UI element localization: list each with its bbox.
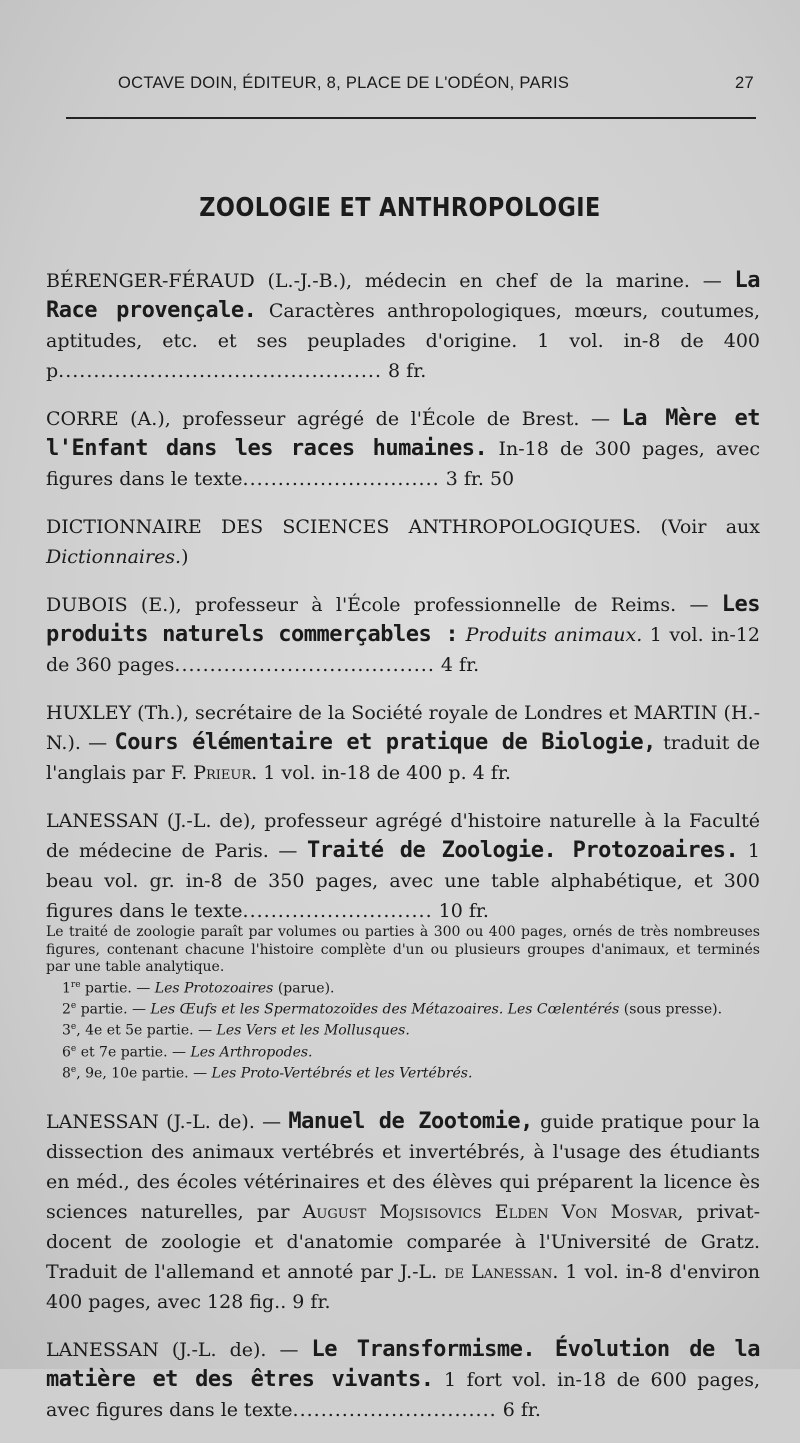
entry-huxley xyxy=(46,698,760,788)
entry-dubois xyxy=(46,590,760,680)
leader-dots: ............................. xyxy=(292,1399,497,1422)
running-header xyxy=(118,74,754,93)
note-part: 2e partie. — Les Œufs et les Spermatozoïdes des Métazoaires. Les Cœlentérés (sous presse). xyxy=(62,1001,723,1018)
entry-author: LANESSAN (J.-L. de). — xyxy=(46,1111,289,1134)
entry-desc: 1 beau vol. gr. in-8 de 350 pages, avec une table alphabétique, et 300 figures dans le texte xyxy=(46,840,760,922)
entry-title: Cours élémentaire et pratique de Biologie, xyxy=(114,730,656,755)
entry-author: HUXLEY (Th.), secrétaire de la Société royale de Londres et MARTIN (H.-N.). — xyxy=(46,702,760,754)
page-number: 27 xyxy=(735,74,754,92)
entry-desc: In-18 de 300 pages, avec figures dans le texte xyxy=(46,438,761,490)
entries-list xyxy=(46,266,760,1443)
entry-desc-end: . 1 vol. in-8 d'environ 400 pages, avec 128 fig.. xyxy=(46,1261,760,1314)
series-notes xyxy=(46,924,760,1083)
entry-title: Le Transformisme. Évolution de la matière et des êtres vivants. xyxy=(46,1337,760,1393)
entry-price: 4 fr. xyxy=(472,762,511,784)
publisher-line: OCTAVE DOIN, ÉDITEUR, 8, PLACE DE L'ODÉON, PARIS xyxy=(118,74,570,92)
note-part: 8e, 9e, 10e partie. — Les Proto-Vertébrés et les Vertébrés. xyxy=(62,1064,473,1082)
note-part: 1re partie. — Les Protozoaires (parue). xyxy=(62,979,335,997)
entry-desc: 1 fort vol. in-18 de 600 pages, avec figures dans le texte xyxy=(46,1369,760,1422)
entry-title: Traité de Zoologie. Protozoaires. xyxy=(306,838,739,863)
entry-author: BÉRENGER-FÉRAUD (L.-J.-B.), médecin en chef de la marine. — xyxy=(46,270,735,292)
note-part: 3e, 4e et 5e partie. — Les Vers et les Mollusques. xyxy=(62,1022,410,1039)
entry-desc-end: . 1 vol. in-18 de 400 p. xyxy=(251,762,467,784)
entry-desc: 1 vol. in-12 de 360 pages xyxy=(46,624,761,676)
entry-price: 9 fr. xyxy=(292,1291,331,1314)
entry-author: LANESSAN (J.-L. de), professeur agrégé d'histoire naturelle à la Faculté de médecine de Paris. — xyxy=(46,810,760,862)
entry-desc: Caractères anthropologiques, mœurs, coutumes, aptitudes, etc. et ses peuplades d'origine. 1 vol. in-8 de 400 p xyxy=(46,300,761,382)
entry-lanessan-traite xyxy=(46,806,760,926)
entry-annotator: de Lanessan xyxy=(444,1261,553,1284)
entry-desc-mid: , privat-docent de zoologie et d'anatomie comparée à l'Université de Gratz. Traduit de l'allemand et annoté par J.-L. xyxy=(46,1201,760,1284)
leader-dots: ............................ xyxy=(242,468,440,490)
entry-title: La Mère et l'Enfant dans les races humaines. xyxy=(46,406,760,461)
entry-dictionnaire xyxy=(46,512,760,572)
entry-price: 8 fr. xyxy=(388,360,427,382)
entry-title: Les produits naturels commerçables : xyxy=(46,592,760,647)
entry-italic: Dictionnaires. xyxy=(46,546,182,568)
entry-title: La Race provençale. xyxy=(46,268,760,323)
leader-dots: ........................... xyxy=(242,900,433,922)
entry-desc: guide pratique pour la dissection des animaux vertébrés et invertébrés, à l'usage des étudiants en méd., des écoles vétérinaires et des élèves qui préparent la licence ès sciences naturelles, par xyxy=(46,1111,760,1224)
entry-corre xyxy=(46,404,760,494)
entry-lanessan-zootomie xyxy=(46,1107,760,1317)
entry-translator: Prieur xyxy=(193,762,252,784)
entry-lanessan-transformisme xyxy=(46,1335,760,1425)
entry-subtitle: Produits animaux. xyxy=(458,624,643,646)
entry-author: CORRE (A.), professeur agrégé de l'École de Brest. — xyxy=(46,408,622,430)
entry-price: 10 fr. xyxy=(438,900,489,922)
entry-text: DICTIONNAIRE DES SCIENCES ANTHROPOLOGIQUES. (Voir aux xyxy=(46,516,760,538)
leader-dots: ..................................... xyxy=(174,654,435,676)
entry-desc: traduit de l'anglais par F. xyxy=(46,732,761,784)
entry-price: 4 fr. xyxy=(440,654,480,676)
section-title: ZOOLOGIE ET ANTHROPOLOGIE xyxy=(199,193,601,223)
notes-intro: Le traité de zoologie paraît par volumes ou parties à 300 ou 400 pages, ornés de très nombreuses figures, contenant chacune l'histoire complète d'un ou plusieurs groupes d'animaux, et terminés par une table analytique. xyxy=(46,924,760,976)
entry-berenger xyxy=(46,266,760,386)
leader-dots: .............................................. xyxy=(58,360,382,382)
entry-author: DUBOIS (E.), professeur à l'École professionnelle de Reims. — xyxy=(46,594,722,616)
entry-price: 6 fr. xyxy=(502,1399,541,1422)
entry-translator: August Mojsisovics Elden Von Mosvar xyxy=(302,1201,678,1224)
entry-author: LANESSAN (J.-L. de). — xyxy=(46,1339,312,1362)
entry-price: 3 fr. 50 xyxy=(445,468,515,490)
note-part: 6e et 7e partie. — Les Arthropodes. xyxy=(62,1043,313,1061)
header-rule xyxy=(66,117,756,119)
entry-text-end: ) xyxy=(181,546,189,568)
entry-title: Manuel de Zootomie, xyxy=(288,1109,533,1135)
